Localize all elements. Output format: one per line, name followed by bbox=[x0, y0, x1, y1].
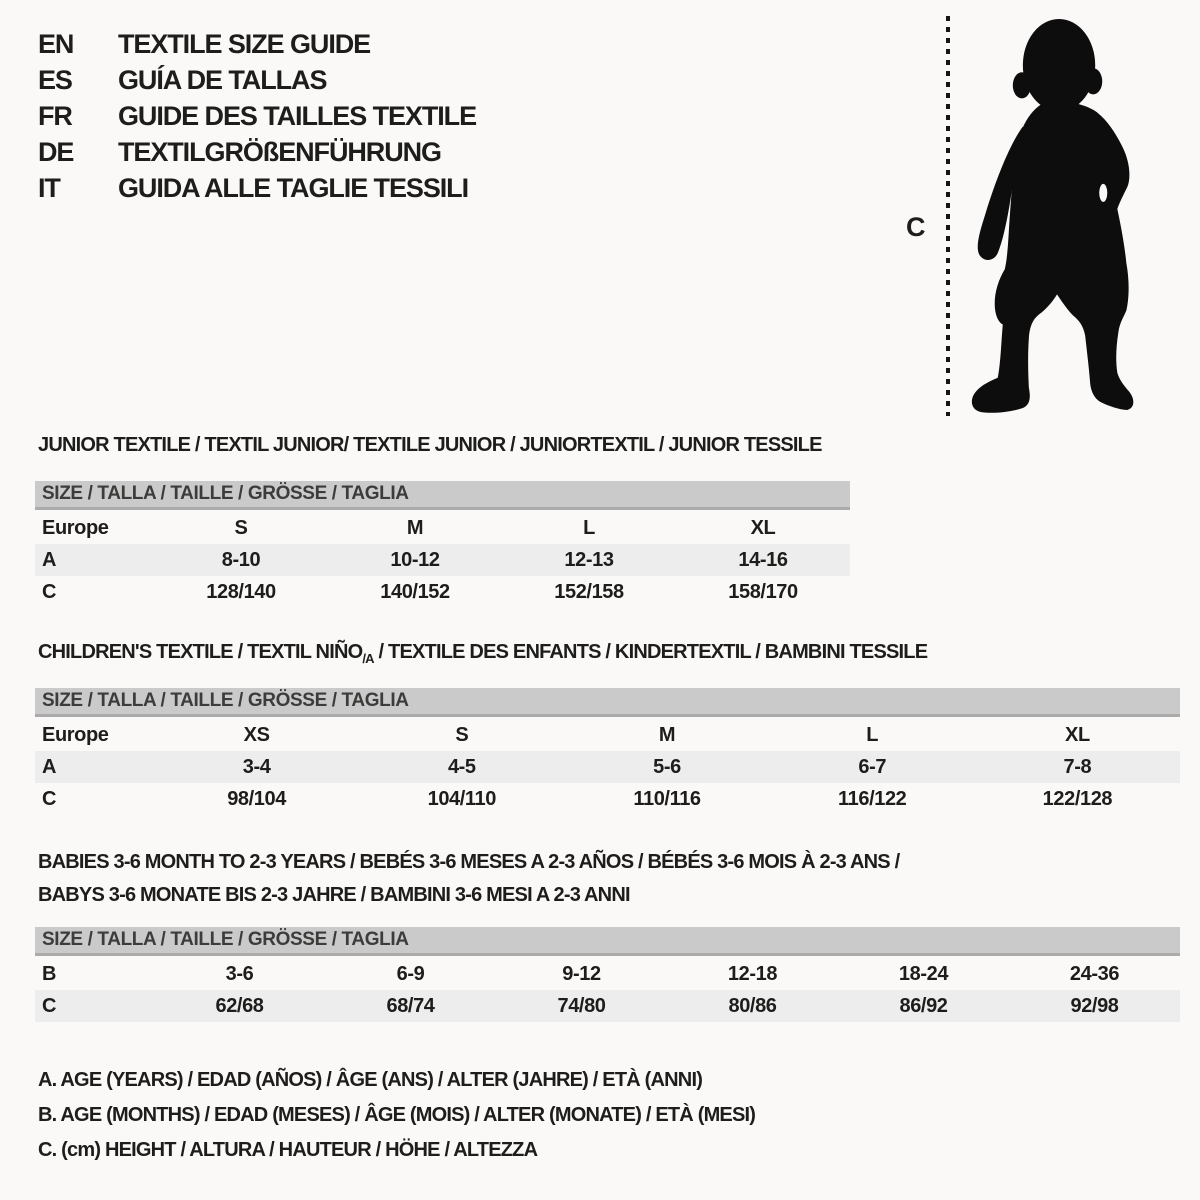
table-cell: 3-4 bbox=[242, 755, 271, 778]
lang-row-de bbox=[38, 134, 476, 170]
table-cell: 68/74 bbox=[386, 994, 435, 1017]
table-cell: 10-12 bbox=[390, 548, 440, 571]
children-size-table bbox=[35, 688, 1180, 815]
lang-code: FR bbox=[38, 100, 72, 131]
table-cell: 24-36 bbox=[1069, 962, 1120, 985]
table-cell: 74/80 bbox=[557, 994, 606, 1017]
table-cell: M bbox=[406, 516, 424, 539]
language-title-list bbox=[38, 26, 476, 206]
table-cell: S bbox=[455, 723, 469, 746]
table-cell: XS bbox=[243, 723, 270, 746]
legend-line-c: C. (cm) HEIGHT / ALTURA / HAUTEUR / HÖHE / ALTEZZA bbox=[38, 1139, 538, 1161]
babies-title-line1: BABIES 3-6 MONTH TO 2-3 YEARS / BEBÉS 3-6 MESES A 2-3 AÑOS / BÉBÉS 3-6 MOIS À 2-3 ANS / bbox=[38, 851, 900, 873]
junior-table-body bbox=[35, 512, 850, 608]
table-cell: 8-10 bbox=[221, 548, 261, 571]
table-cell: 14-16 bbox=[738, 548, 788, 571]
lang-code: DE bbox=[38, 136, 74, 167]
junior-section-title: JUNIOR TEXTILE / TEXTIL JUNIOR/ TEXTILE JUNIOR / JUNIORTEXTIL / JUNIOR TESSILE bbox=[38, 434, 822, 456]
lang-title: GUIDA ALLE TAGLIE TESSILI bbox=[118, 172, 468, 203]
row-label: C bbox=[42, 580, 57, 603]
table-cell: 3-6 bbox=[225, 962, 254, 985]
height-measure-dotted-line bbox=[946, 16, 950, 416]
table-cell: 7-8 bbox=[1063, 755, 1092, 778]
table-cell: 92/98 bbox=[1070, 994, 1119, 1017]
table-cell: 12-18 bbox=[727, 962, 778, 985]
row-label: A bbox=[42, 548, 57, 571]
lang-row-it bbox=[38, 170, 476, 206]
table-cell: 80/86 bbox=[728, 994, 777, 1017]
babies-title-line2: BABYS 3-6 MONATE BIS 2-3 JAHRE / BAMBINI 3-6 MESI A 2-3 ANNI bbox=[38, 884, 630, 906]
row-label: C bbox=[42, 994, 57, 1017]
babies-table-header: SIZE / TALLA / TAILLE / GRÖSSE / TAGLIA bbox=[35, 927, 1180, 956]
table-cell: 6-7 bbox=[858, 755, 887, 778]
height-measure-label: C bbox=[906, 212, 926, 242]
table-cell: S bbox=[234, 516, 248, 539]
lang-code: IT bbox=[38, 172, 60, 203]
table-cell: M bbox=[658, 723, 676, 746]
table-row bbox=[35, 512, 850, 544]
table-cell: L bbox=[583, 516, 595, 539]
lang-row-en bbox=[38, 26, 476, 62]
junior-table-header: SIZE / TALLA / TAILLE / GRÖSSE / TAGLIA bbox=[35, 481, 850, 510]
children-title-text: / TEXTILE DES ENFANTS / KINDERTEXTIL / BAMBINI TESSILE bbox=[373, 641, 928, 663]
babies-section-title bbox=[38, 846, 899, 912]
table-cell: XL bbox=[1065, 723, 1090, 746]
children-section-title bbox=[38, 641, 927, 666]
table-cell: 110/116 bbox=[633, 787, 701, 810]
babies-size-table bbox=[35, 927, 1180, 1022]
legend-line-b: B. AGE (MONTHS) / EDAD (MESES) / ÂGE (MOIS) / ALTER (MONATE) / ETÀ (MESI) bbox=[38, 1104, 756, 1126]
lang-code: ES bbox=[38, 64, 72, 95]
table-cell: L bbox=[866, 723, 879, 746]
lang-row-fr bbox=[38, 98, 476, 134]
toddler-silhouette-image bbox=[966, 16, 1138, 420]
table-cell: 116/122 bbox=[838, 787, 907, 810]
row-label: B bbox=[42, 962, 57, 985]
table-cell: 98/104 bbox=[227, 787, 286, 810]
table-cell: 62/68 bbox=[215, 994, 264, 1017]
table-cell: 6-9 bbox=[396, 962, 425, 985]
children-table-body bbox=[35, 719, 1180, 815]
row-label: Europe bbox=[42, 516, 109, 539]
lang-title: TEXTILGRÖßENFÜHRUNG bbox=[118, 136, 441, 167]
table-cell: 122/128 bbox=[1042, 787, 1113, 810]
table-cell: 18-24 bbox=[898, 962, 949, 985]
legend-line-a: A. AGE (YEARS) / EDAD (AÑOS) / ÂGE (ANS) / ALTER (JAHRE) / ETÀ (ANNI) bbox=[38, 1069, 703, 1091]
lang-title: GUIDE DES TAILLES TEXTILE bbox=[118, 100, 477, 131]
children-title-text: CHILDREN'S TEXTILE / TEXTIL NIÑO bbox=[38, 641, 363, 663]
row-label: Europe bbox=[42, 723, 109, 746]
row-label: C bbox=[42, 787, 57, 810]
lang-title: TEXTILE SIZE GUIDE bbox=[118, 28, 371, 59]
row-label: A bbox=[42, 755, 57, 778]
table-cell: 5-6 bbox=[653, 755, 681, 778]
table-cell: 128/140 bbox=[206, 580, 276, 603]
table-cell: XL bbox=[750, 516, 776, 539]
table-row bbox=[35, 719, 1180, 751]
babies-table-body bbox=[35, 958, 1180, 1022]
table-cell: 104/110 bbox=[427, 787, 496, 810]
children-table-header: SIZE / TALLA / TAILLE / GRÖSSE / TAGLIA bbox=[35, 688, 1180, 717]
table-row bbox=[35, 751, 1180, 783]
table-cell: 152/158 bbox=[554, 580, 624, 603]
table-row bbox=[35, 958, 1180, 990]
table-cell: 86/92 bbox=[899, 994, 948, 1017]
table-row bbox=[35, 576, 850, 608]
lang-title: GUÍA DE TALLAS bbox=[118, 64, 327, 95]
table-row bbox=[35, 990, 1180, 1022]
table-cell: 4-5 bbox=[447, 755, 476, 778]
junior-size-table bbox=[35, 481, 850, 608]
table-row bbox=[35, 544, 850, 576]
table-row bbox=[35, 783, 1180, 815]
table-cell: 9-12 bbox=[562, 962, 601, 985]
lang-row-es bbox=[38, 62, 476, 98]
children-title-subscript: /A bbox=[362, 651, 374, 666]
measure-legend bbox=[38, 1063, 755, 1168]
table-cell: 158/170 bbox=[728, 580, 798, 603]
table-cell: 140/152 bbox=[380, 580, 450, 603]
table-cell: 12-13 bbox=[564, 548, 614, 571]
lang-code: EN bbox=[38, 28, 74, 59]
